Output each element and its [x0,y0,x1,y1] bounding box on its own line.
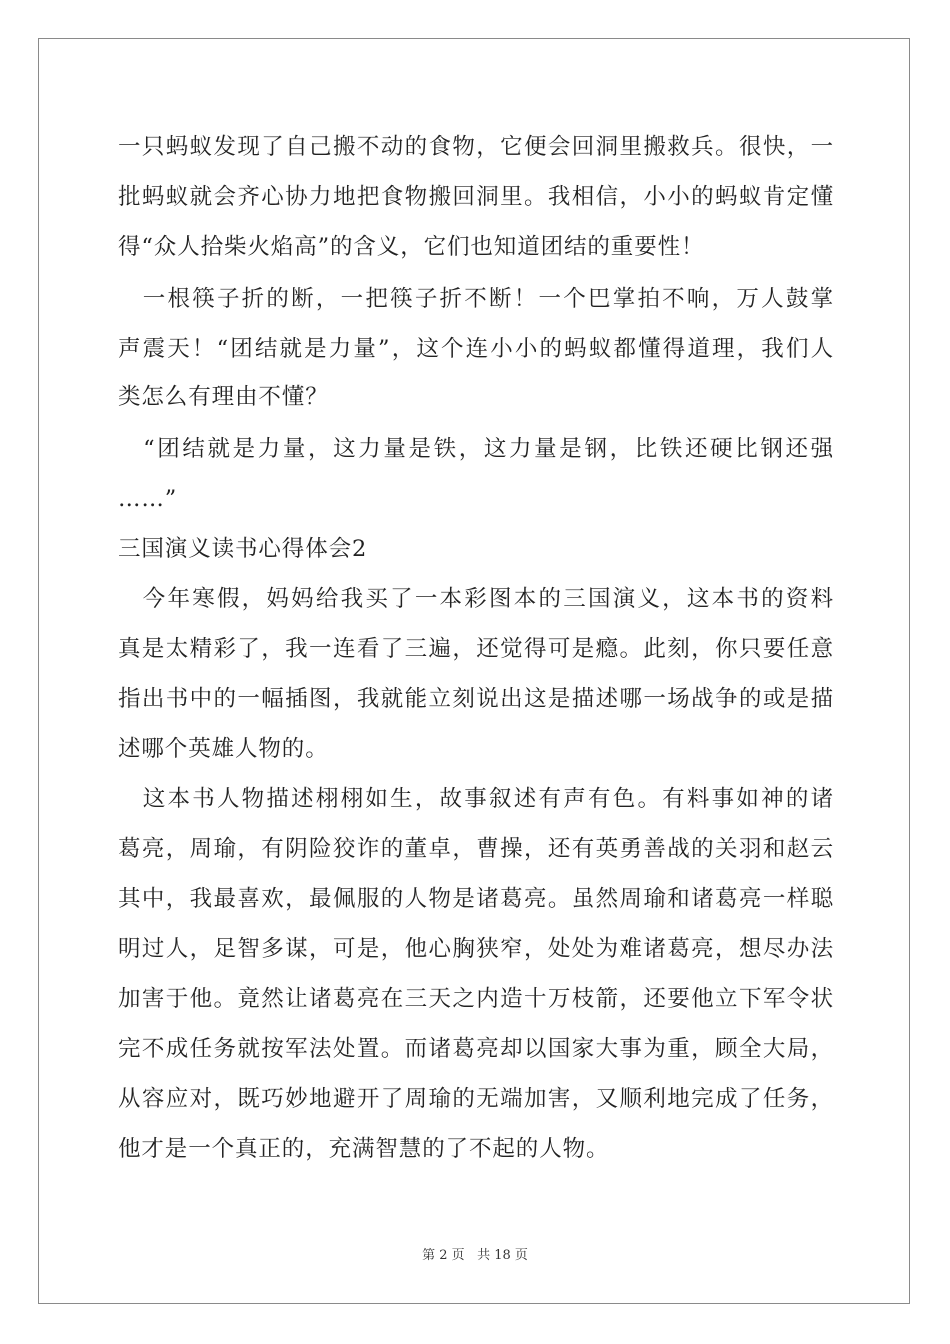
text-line: 类怎么有理由不懂？ [118,384,329,410]
text-line: 一只蚂蚁发现了自己搬不动的食物，它便会回洞里搬救兵。很快，一 [118,134,834,160]
text-line: 述哪个英雄人物的。 [118,736,329,762]
text-line: 明过人，足智多谋，可是，他心胸狭窄，处处为难诸葛亮，想尽办法 [118,936,834,962]
page-border [38,38,910,1304]
paragraph-first-line: 今年寒假，妈妈给我买了一本彩图本的三国演义，这本书的资料 [118,586,834,612]
text-line: 完不成任务就按军法处置。而诸葛亮却以国家大事为重，顾全大局， [118,1036,834,1062]
text-line: 声震天！“团结就是力量”，这个连小小的蚂蚁都懂得道理，我们人 [118,336,834,362]
paragraph-first-line: 一根筷子折的断，一把筷子折不断！一个巴掌拍不响，万人鼓掌 [118,286,834,312]
text-line: 从容应对，既巧妙地避开了周瑜的无端加害，又顺利地完成了任务， [118,1086,834,1112]
quote-line: ……” [118,486,178,512]
quote-line: “团结就是力量，这力量是铁，这力量是钢，比铁还硬比钢还强 [118,436,834,462]
paragraph-first-line: 这本书人物描述栩栩如生，故事叙述有声有色。有料事如神的诸 [118,786,834,812]
page-footer [0,1247,950,1265]
text-line: 加害于他。竟然让诸葛亮在三天之内造十万枝箭，还要他立下军令状 [118,986,834,1012]
text-line: 葛亮，周瑜，有阴险狡诈的董卓，曹操，还有英勇善战的关羽和赵云 [118,836,834,862]
page-number: 第 2 页 [422,1248,465,1263]
section-heading: 三国演义读书心得体会2 [118,536,368,562]
text-line: 指出书中的一幅插图，我就能立刻说出这是描述哪一场战争的或是描 [118,686,834,712]
page-total: 共 18 页 [477,1248,528,1263]
text-line: 真是太精彩了，我一连看了三遍，还觉得可是瘾。此刻，你只要任意 [118,636,834,662]
text-line: 其中，我最喜欢，最佩服的人物是诸葛亮。虽然周瑜和诸葛亮一样聪 [118,886,834,912]
text-line: 得“众人拾柴火焰高”的含义，它们也知道团结的重要性！ [118,234,705,260]
text-line: 他才是一个真正的，充满智慧的了不起的人物。 [118,1136,610,1162]
text-line: 批蚂蚁就会齐心协力地把食物搬回洞里。我相信，小小的蚂蚁肯定懂 [118,184,834,210]
